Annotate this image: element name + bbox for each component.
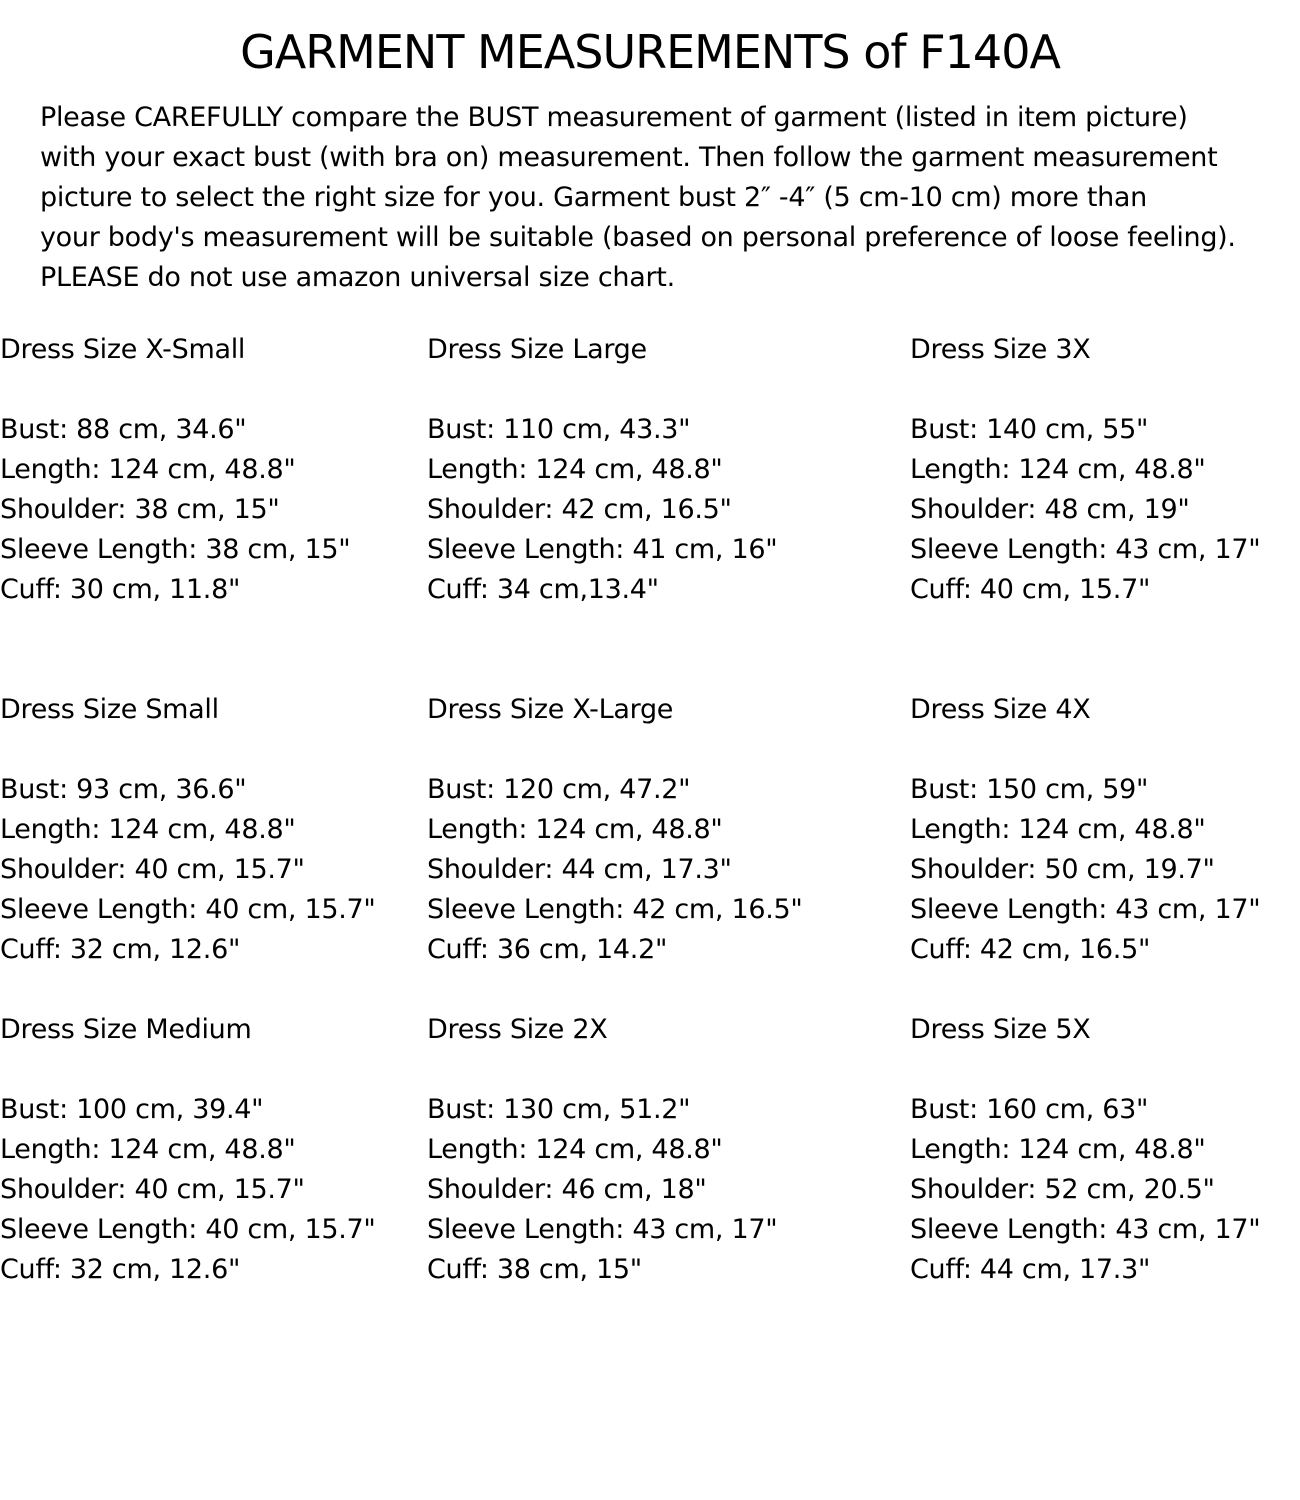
sleeve-length-measurement: Sleeve Length: 40 cm, 15.7" xyxy=(0,1214,376,1245)
sleeve-length-measurement: Sleeve Length: 43 cm, 17" xyxy=(910,1214,1261,1245)
size-block-xlarge xyxy=(427,690,867,970)
shoulder-measurement: Shoulder: 40 cm, 15.7" xyxy=(0,854,305,885)
shoulder-measurement: Shoulder: 48 cm, 19" xyxy=(910,494,1190,525)
cuff-measurement: Cuff: 38 cm, 15" xyxy=(427,1254,642,1285)
length-measurement: Length: 124 cm, 48.8" xyxy=(427,814,723,845)
page-title: GARMENT MEASUREMENTS of F140A xyxy=(240,25,1060,79)
size-heading: Dress Size X-Large xyxy=(427,694,674,725)
length-measurement: Length: 124 cm, 48.8" xyxy=(0,814,296,845)
cuff-measurement: Cuff: 40 cm, 15.7" xyxy=(910,574,1151,605)
size-block-4x xyxy=(910,690,1300,970)
sleeve-length-measurement: Sleeve Length: 42 cm, 16.5" xyxy=(427,894,803,925)
size-heading: Dress Size 3X xyxy=(910,334,1091,365)
bust-measurement: Bust: 120 cm, 47.2" xyxy=(427,774,691,805)
size-heading: Dress Size Large xyxy=(427,334,647,365)
length-measurement: Length: 124 cm, 48.8" xyxy=(0,1134,296,1165)
size-block-large xyxy=(427,330,867,610)
size-block-5x xyxy=(910,1010,1300,1290)
cuff-measurement: Cuff: 42 cm, 16.5" xyxy=(910,934,1151,965)
bust-measurement: Bust: 93 cm, 36.6" xyxy=(0,774,247,805)
shoulder-measurement: Shoulder: 38 cm, 15" xyxy=(0,494,280,525)
intro-line: your body's measurement will be suitable (based on personal preference of loose feeling). xyxy=(40,222,1236,253)
sleeve-length-measurement: Sleeve Length: 38 cm, 15" xyxy=(0,534,351,565)
shoulder-measurement: Shoulder: 52 cm, 20.5" xyxy=(910,1174,1215,1205)
cuff-measurement: Cuff: 36 cm, 14.2" xyxy=(427,934,668,965)
size-heading: Dress Size Small xyxy=(0,694,219,725)
length-measurement: Length: 124 cm, 48.8" xyxy=(0,454,296,485)
shoulder-measurement: Shoulder: 42 cm, 16.5" xyxy=(427,494,732,525)
bust-measurement: Bust: 88 cm, 34.6" xyxy=(0,414,247,445)
cuff-measurement: Cuff: 34 cm,13.4" xyxy=(427,574,659,605)
length-measurement: Length: 124 cm, 48.8" xyxy=(910,1134,1206,1165)
bust-measurement: Bust: 160 cm, 63" xyxy=(910,1094,1149,1125)
length-measurement: Length: 124 cm, 48.8" xyxy=(910,814,1206,845)
shoulder-measurement: Shoulder: 50 cm, 19.7" xyxy=(910,854,1215,885)
size-block-2x xyxy=(427,1010,867,1290)
cuff-measurement: Cuff: 32 cm, 12.6" xyxy=(0,934,241,965)
length-measurement: Length: 124 cm, 48.8" xyxy=(427,454,723,485)
intro-line: Please CAREFULLY compare the BUST measurement of garment (listed in item picture) xyxy=(40,102,1188,133)
sleeve-length-measurement: Sleeve Length: 43 cm, 17" xyxy=(910,894,1261,925)
bust-measurement: Bust: 100 cm, 39.4" xyxy=(0,1094,264,1125)
length-measurement: Length: 124 cm, 48.8" xyxy=(910,454,1206,485)
sleeve-length-measurement: Sleeve Length: 40 cm, 15.7" xyxy=(0,894,376,925)
size-block-medium xyxy=(0,1010,440,1290)
length-measurement: Length: 124 cm, 48.8" xyxy=(427,1134,723,1165)
intro-paragraph xyxy=(40,98,1295,298)
intro-line: picture to select the right size for you. Garment bust 2″ -4″ (5 cm-10 cm) more than xyxy=(40,182,1147,213)
size-heading: Dress Size 4X xyxy=(910,694,1091,725)
size-block-small xyxy=(0,690,440,970)
bust-measurement: Bust: 110 cm, 43.3" xyxy=(427,414,691,445)
cuff-measurement: Cuff: 30 cm, 11.8" xyxy=(0,574,241,605)
bust-measurement: Bust: 130 cm, 51.2" xyxy=(427,1094,691,1125)
bust-measurement: Bust: 140 cm, 55" xyxy=(910,414,1149,445)
cuff-measurement: Cuff: 32 cm, 12.6" xyxy=(0,1254,241,1285)
size-block-3x xyxy=(910,330,1300,610)
intro-line: with your exact bust (with bra on) measurement. Then follow the garment measurement xyxy=(40,142,1218,173)
shoulder-measurement: Shoulder: 46 cm, 18" xyxy=(427,1174,707,1205)
sleeve-length-measurement: Sleeve Length: 43 cm, 17" xyxy=(427,1214,778,1245)
cuff-measurement: Cuff: 44 cm, 17.3" xyxy=(910,1254,1151,1285)
size-heading: Dress Size X-Small xyxy=(0,334,246,365)
size-block-xsmall xyxy=(0,330,440,610)
size-heading: Dress Size Medium xyxy=(0,1014,252,1045)
size-heading: Dress Size 5X xyxy=(910,1014,1091,1045)
intro-line: PLEASE do not use amazon universal size chart. xyxy=(40,262,675,293)
bust-measurement: Bust: 150 cm, 59" xyxy=(910,774,1149,805)
size-heading: Dress Size 2X xyxy=(427,1014,608,1045)
shoulder-measurement: Shoulder: 44 cm, 17.3" xyxy=(427,854,732,885)
sleeve-length-measurement: Sleeve Length: 43 cm, 17" xyxy=(910,534,1261,565)
sleeve-length-measurement: Sleeve Length: 41 cm, 16" xyxy=(427,534,778,565)
shoulder-measurement: Shoulder: 40 cm, 15.7" xyxy=(0,1174,305,1205)
